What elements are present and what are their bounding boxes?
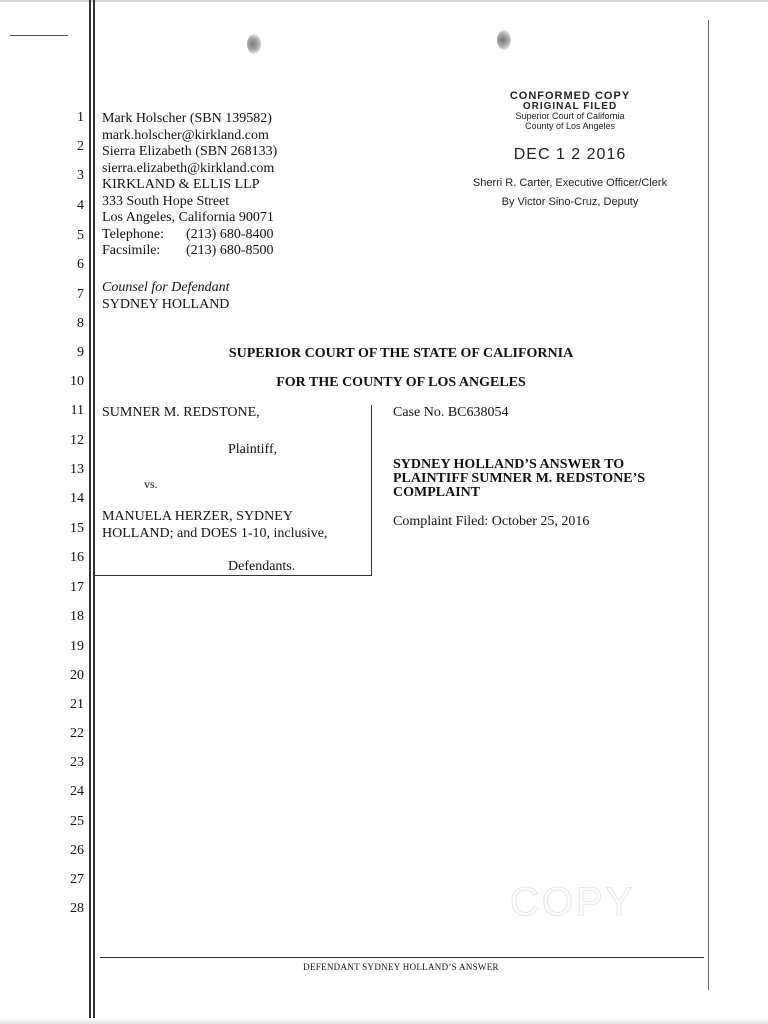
facsimile-line <box>102 243 277 260</box>
line-number: 4 <box>77 198 84 213</box>
document-title-line-2: PLAINTIFF SUMNER M. REDSTONE’S <box>393 471 646 486</box>
line-number: 16 <box>70 550 84 565</box>
plaintiff-role: Plaintiff, <box>228 442 278 457</box>
defendants-line-1: MANUELA HERZER, SYDNEY <box>102 509 293 524</box>
client-name: SYDNEY HOLLAND <box>102 297 230 312</box>
attorney-block <box>102 111 277 260</box>
telephone-line <box>102 227 277 244</box>
document-title-line-1: SYDNEY HOLLAND’S ANSWER TO <box>393 457 625 472</box>
line-number: 10 <box>70 374 84 389</box>
versus: vs. <box>144 477 158 491</box>
complaint-filed: Complaint Filed: October 25, 2016 <box>393 514 590 529</box>
line-number: 17 <box>70 580 84 595</box>
counsel-for: Counsel for Defendant <box>102 280 230 295</box>
defendants-role: Defendants. <box>228 559 296 574</box>
left-margin-rule-1 <box>89 0 91 1024</box>
scan-edge-bottom <box>0 1018 768 1024</box>
stamp-date: DEC 1 2 2016 <box>513 146 627 163</box>
facsimile-label: Facsimile: <box>102 243 161 258</box>
punch-hole-left <box>247 34 261 54</box>
court-county: FOR THE COUNTY OF LOS ANGELES <box>276 375 526 390</box>
copy-watermark: COPY <box>510 880 636 924</box>
filing-stamp <box>480 91 660 131</box>
line-number: 23 <box>70 755 84 770</box>
stamp-court: Superior Court of California <box>515 111 625 121</box>
right-margin-rule <box>708 20 709 990</box>
line-number: 20 <box>70 668 84 683</box>
court-title: SUPERIOR COURT OF THE STATE OF CALIFORNIA <box>228 346 574 361</box>
caption-box-right-rule <box>371 405 372 576</box>
footer-rule <box>100 957 704 958</box>
stamp-county: County of Los Angeles <box>524 121 616 131</box>
attorney-line: Los Angeles, California 90071 <box>102 210 274 225</box>
line-number: 21 <box>70 697 84 712</box>
footer-text: DEFENDANT SYDNEY HOLLAND’S ANSWER <box>303 962 499 972</box>
stamp-original-filed: ORIGINAL FILED <box>522 101 618 112</box>
stamp-conformed-copy: CONFORMED COPY <box>509 90 631 102</box>
telephone-value: (213) 680-8400 <box>186 226 274 242</box>
line-number: 2 <box>77 139 84 154</box>
line-number: 28 <box>70 901 84 916</box>
line-number: 26 <box>70 843 84 858</box>
stamp-clerk: Sherri R. Carter, Executive Officer/Clerk <box>472 177 668 189</box>
line-number: 15 <box>70 521 84 536</box>
line-number: 3 <box>77 168 84 183</box>
scan-mark <box>10 35 68 36</box>
line-number: 7 <box>77 287 84 302</box>
line-number: 25 <box>70 814 84 829</box>
line-number: 6 <box>77 257 84 272</box>
plaintiff-name: SUMNER M. REDSTONE, <box>102 405 260 420</box>
line-number: 11 <box>70 403 84 418</box>
attorney-line: mark.holscher@kirkland.com <box>102 127 269 143</box>
line-number: 19 <box>70 639 84 654</box>
stamp-deputy: By Victor Sino-Cruz, Deputy <box>501 196 639 208</box>
line-number: 5 <box>77 228 84 243</box>
telephone-label: Telephone: <box>102 226 164 242</box>
line-number: 18 <box>70 609 84 624</box>
line-number: 27 <box>70 872 84 887</box>
line-number: 24 <box>70 784 84 799</box>
punch-hole-right <box>497 30 511 50</box>
facsimile-value: (213) 680-8500 <box>186 243 274 258</box>
document-title-line-3: COMPLAINT <box>393 485 481 500</box>
line-number: 12 <box>70 433 84 448</box>
case-number: Case No. BC638054 <box>393 405 509 420</box>
attorney-line: sierra.elizabeth@kirkland.com <box>102 160 275 176</box>
line-number: 14 <box>70 491 84 506</box>
document-title <box>393 458 645 500</box>
left-margin-rule-2 <box>93 0 95 1024</box>
attorney-line: 333 South Hope Street <box>102 193 230 209</box>
line-number: 13 <box>70 462 84 477</box>
defendants-line-2: HOLLAND; and DOES 1-10, inclusive, <box>102 526 328 541</box>
line-number: 9 <box>77 345 84 360</box>
attorney-line: KIRKLAND & ELLIS LLP <box>102 177 260 192</box>
attorney-line: Sierra Elizabeth (SBN 268133) <box>102 144 278 159</box>
scan-edge-top <box>0 0 768 2</box>
attorney-line: Mark Holscher (SBN 139582) <box>102 111 272 126</box>
line-number: 22 <box>70 726 84 741</box>
line-number: 1 <box>77 110 84 125</box>
line-number: 8 <box>77 316 84 331</box>
